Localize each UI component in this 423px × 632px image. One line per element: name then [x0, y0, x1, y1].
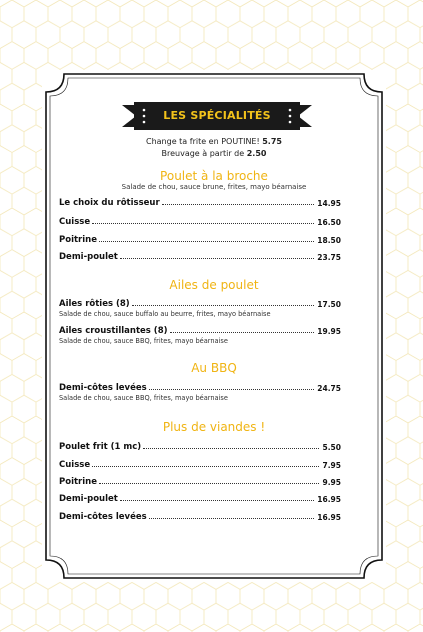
- item-name: Demi-côtes levées: [59, 383, 147, 393]
- drink-note: [42, 149, 386, 158]
- item-name: Poitrine: [59, 235, 97, 245]
- menu-item: [59, 215, 341, 227]
- item-price: 16.95: [317, 495, 341, 504]
- section-subtitle-poulet-broche: Salade de chou, sauce brune, frites, mayo béarnaise: [121, 183, 307, 191]
- dot-leader: [170, 332, 315, 333]
- item-price: 9.95: [322, 478, 341, 487]
- item-name: Poulet frit (1 mc): [59, 442, 142, 452]
- menu-item: [59, 250, 341, 262]
- dot-leader: [120, 258, 314, 259]
- section-title-poulet-broche: Poulet à la broche: [160, 169, 268, 183]
- dot-leader: [99, 483, 320, 484]
- item-name: Demi-poulet: [59, 252, 118, 262]
- item-price: 16.50: [317, 218, 341, 227]
- menu-item: [59, 381, 341, 393]
- item-name: Cuisse: [59, 460, 91, 470]
- item-price: 7.95: [322, 461, 341, 470]
- dot-leader: [120, 500, 314, 501]
- title-banner: [122, 102, 312, 130]
- item-name: Demi-poulet: [59, 494, 118, 504]
- item-name: Ailes rôties (8): [59, 299, 130, 309]
- dot-leader: [99, 241, 314, 242]
- item-name: Cuisse: [59, 217, 91, 227]
- item-name: Ailes croustillantes (8): [59, 326, 168, 336]
- item-price: 19.95: [317, 327, 341, 336]
- item-description: Salade de chou, sauce BBQ, frites, mayo béarnaise: [59, 337, 228, 345]
- poutine-note-price: 5.75: [262, 137, 282, 146]
- item-description: Salade de chou, sauce BBQ, frites, mayo béarnaise: [59, 394, 228, 402]
- menu-item: [59, 233, 341, 245]
- menu-item: [59, 324, 341, 336]
- section-title-viandes: Plus de viandes !: [162, 420, 266, 434]
- menu-card: [42, 70, 386, 582]
- item-name: Demi-côtes levées: [59, 512, 147, 522]
- item-price: 23.75: [317, 253, 341, 262]
- menu-item: [59, 297, 341, 309]
- dot-leader: [162, 204, 315, 205]
- dot-leader: [143, 448, 319, 449]
- menu-item: [59, 510, 341, 522]
- item-price: 16.95: [317, 513, 341, 522]
- dot-leader: [149, 389, 315, 390]
- poutine-note: [42, 137, 386, 146]
- section-title-ailes: Ailes de poulet: [169, 278, 259, 292]
- dot-leader: [132, 305, 315, 306]
- drink-note-price: 2.50: [246, 149, 267, 158]
- page-title: LES SPÉCIALITÉS: [163, 109, 271, 122]
- item-price: 5.50: [322, 443, 341, 452]
- drink-note-text: Breuvage à partir de: [161, 149, 245, 158]
- item-price: 24.75: [317, 384, 341, 393]
- item-price: 14.95: [317, 199, 341, 208]
- menu-item: [59, 196, 341, 208]
- item-name: Poitrine: [59, 477, 97, 487]
- menu-item: [59, 475, 341, 487]
- section-title-bbq: Au BBQ: [191, 361, 237, 375]
- item-description: Salade de chou, sauce buffalo au beurre, frites, mayo béarnaise: [59, 310, 271, 318]
- menu-item: [59, 492, 341, 504]
- dot-leader: [149, 518, 315, 519]
- item-price: 18.50: [317, 236, 341, 245]
- menu-item: [59, 440, 341, 452]
- dot-leader: [92, 223, 314, 224]
- menu-item: [59, 458, 341, 470]
- item-name: Le choix du rôtisseur: [59, 198, 160, 208]
- dot-leader: [92, 466, 319, 467]
- poutine-note-text: Change ta frite en POUTINE!: [146, 137, 260, 146]
- item-price: 17.50: [317, 300, 341, 309]
